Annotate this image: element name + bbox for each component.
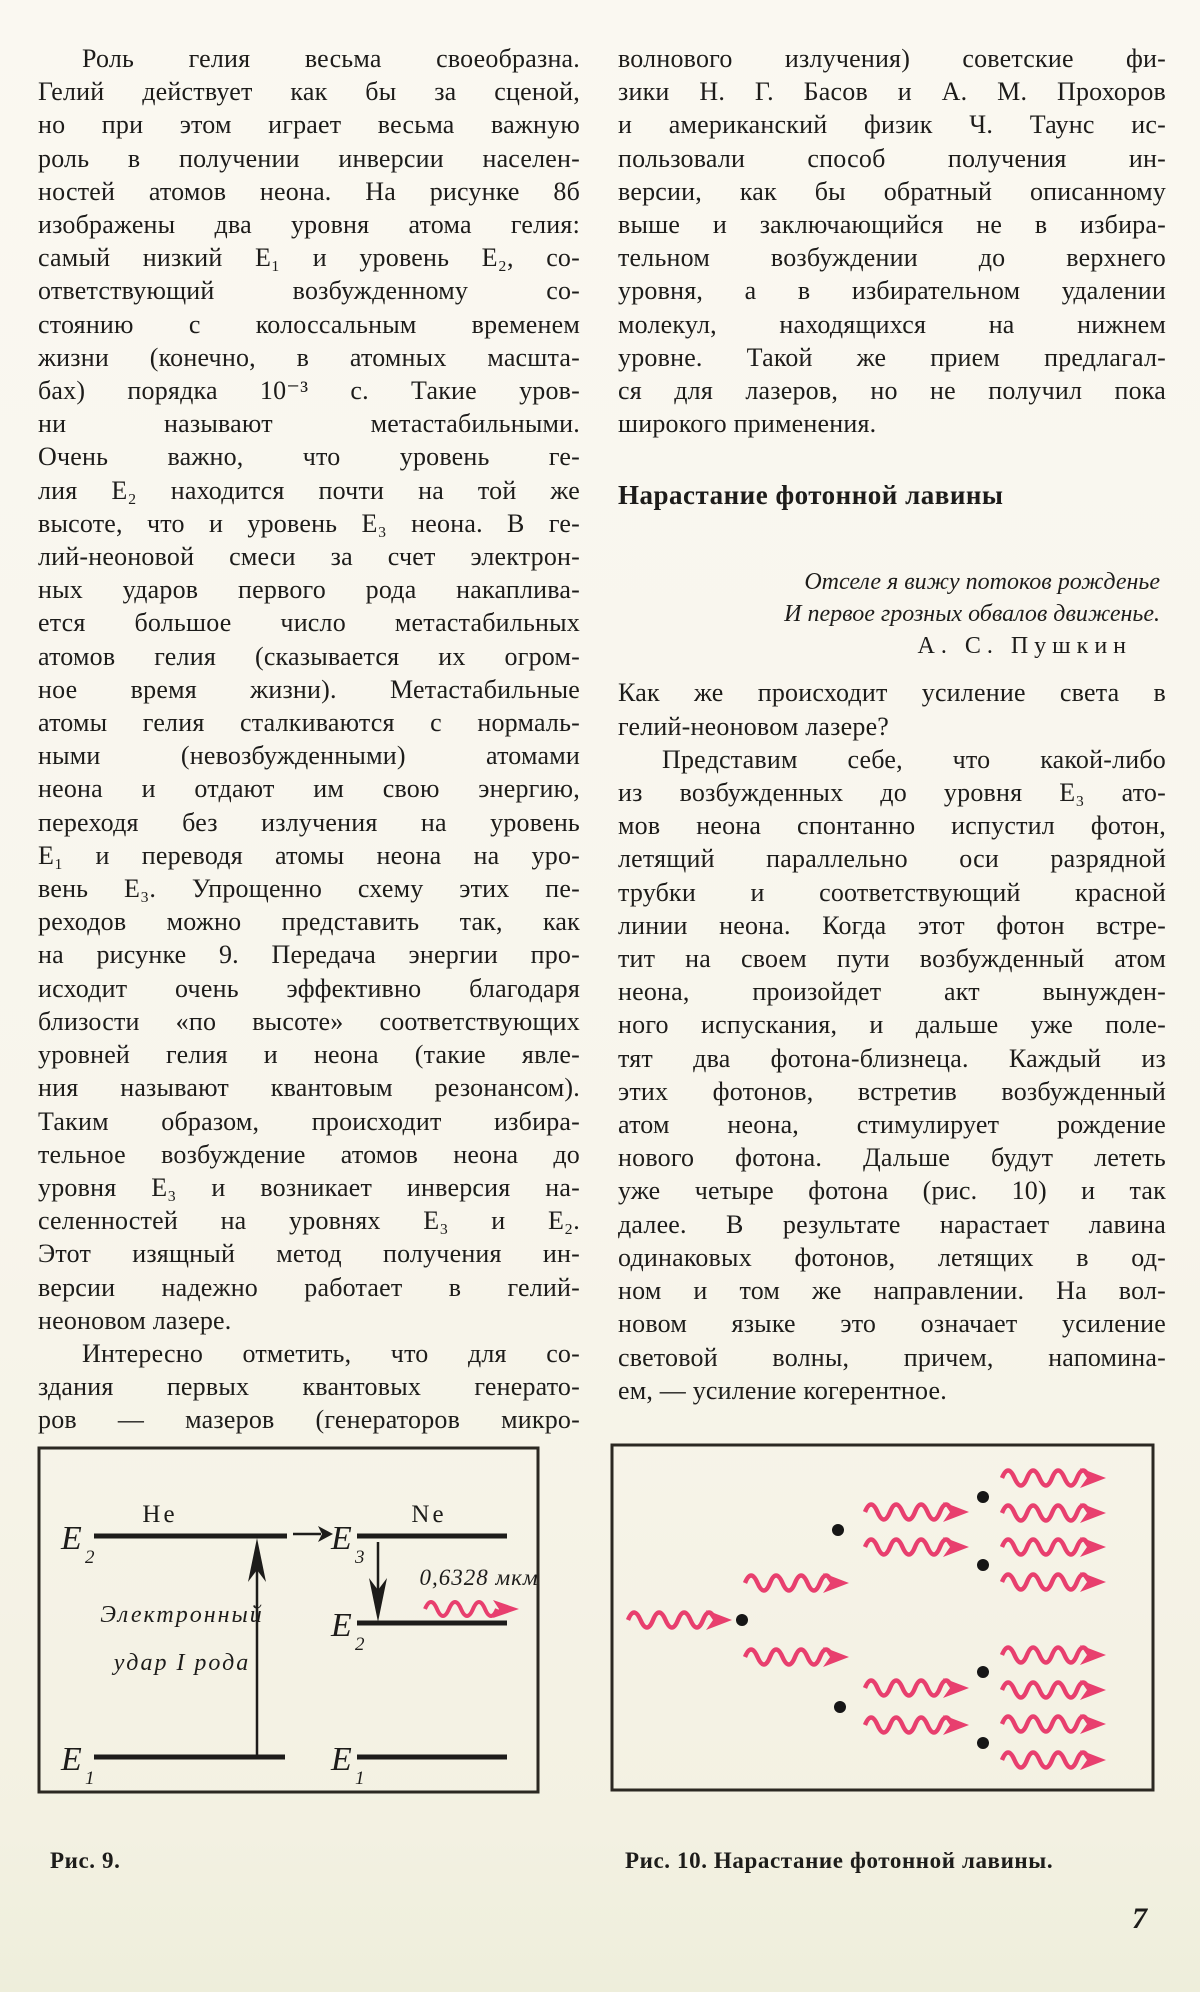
photon-wave-icon [628, 1610, 732, 1630]
photon-wave-icon [1002, 1572, 1106, 1592]
figure-10-photon-avalanche [610, 1443, 1155, 1792]
atom-dot [977, 1737, 989, 1749]
photon-wave-icon [1002, 1468, 1106, 1488]
he-e1-label: E [61, 1741, 82, 1778]
ne-e3-subscript: 3 [355, 1547, 365, 1568]
text-line: здания первых квантовых генерато- [38, 1372, 580, 1402]
poem-line: Отселе я вижу потоков рожденье [804, 569, 1160, 596]
right-paragraph-1 [618, 42, 1166, 440]
text-line: пользовали способ получения ин- [618, 143, 1166, 173]
he-e2-subscript: 2 [85, 1547, 95, 1568]
text-line: ном и том же направлении. На вол- [618, 1276, 1166, 1306]
ne-e3-label: E [331, 1520, 352, 1557]
text-line: волнового излучения) советские фи- [618, 44, 1166, 73]
text-line: нового фотона. Дальше будут лететь [618, 1143, 1166, 1173]
photon-wave-icon [1002, 1750, 1106, 1770]
text-line: Роль гелия весьма своеобразна. [82, 44, 580, 73]
ne-e2-subscript: 2 [355, 1634, 365, 1655]
text-line: селенностей на уровнях E₃ и E₂. [38, 1206, 580, 1236]
text-line: близости «по высоте» соответствующих [38, 1006, 580, 1036]
text-line: Как же происходит усиление света в [618, 678, 1166, 708]
right-paragraph-2 [618, 676, 1166, 1406]
text-line: высоте, что и уровень E₃ неона. В ге- [38, 508, 580, 538]
text-line: уровня E₃ и возникает инверсия на- [38, 1172, 580, 1202]
text-line: Интересно отметить, что для со- [82, 1338, 580, 1368]
poem-line: И первое грозных обвалов движенье. [784, 601, 1160, 628]
text-line: ни называют метастабильными. [38, 409, 580, 439]
he-e1-subscript: 1 [85, 1768, 95, 1789]
text-line: атомов гелия (сказывается их огром- [38, 641, 580, 671]
text-line: выше и заключающийся не в избира- [618, 210, 1166, 240]
photon-wave-icon [1002, 1503, 1106, 1523]
atom-dot [832, 1524, 844, 1536]
text-line: этих фотонов, встретив возбужденный [618, 1076, 1166, 1106]
text-line: неона, произойдет акт вынужден- [618, 977, 1166, 1007]
right-column [618, 42, 1166, 1407]
text-line: уровней гелия и неона (такие явле- [38, 1040, 580, 1070]
text-line: на рисунке 9. Передача энергии про- [38, 940, 580, 970]
text-line: одинаковых фотонов, летящих в од- [618, 1242, 1166, 1272]
emitted-photon-wave-icon [425, 1600, 519, 1618]
text-line: ное время жизни). Метастабильные [38, 674, 580, 704]
ne-e2-label: E [331, 1607, 352, 1644]
text-line: версии надежно работает в гелий- [38, 1272, 580, 1302]
text-line: тельном возбуждении до верхнего [618, 243, 1166, 273]
text-line: молекул, находящихся на нижнем [618, 309, 1166, 339]
text-line: Представим себе, что какой-либо [662, 744, 1166, 774]
text-line: реходов можно представить так, как [38, 907, 580, 937]
wavelength-label: 0,6328 мкм [419, 1565, 539, 1590]
text-line: зики Н. Г. Басов и А. М. Прохоров [618, 77, 1166, 107]
atom-dot [736, 1614, 748, 1626]
text-line: вень E₃. Упрощенно схему этих пе- [38, 874, 580, 904]
atom-dot [834, 1701, 846, 1713]
text-line: исходит очень эффективно благодаря [38, 973, 580, 1003]
text-line: Таким образом, происходит избира- [38, 1106, 580, 1136]
ne-e1-subscript: 1 [355, 1768, 365, 1789]
photon-wave-icon [745, 1573, 849, 1593]
text-line: роль в получении инверсии населен- [38, 143, 580, 173]
text-line: из возбужденных до уровня E₃ ато- [618, 778, 1166, 808]
left-column [38, 42, 580, 1437]
text-line: ного испускания, и дальше уже поле- [618, 1010, 1166, 1040]
text-line: переходя без излучения на уровень [38, 807, 580, 837]
ne-e1-label: E [331, 1741, 352, 1778]
section-heading: Нарастание фотонной лавины [618, 480, 1004, 511]
text-line: Очень важно, что уровень ге- [38, 442, 580, 472]
text-line: уже четыре фотона (рис. 10) и так [618, 1176, 1166, 1206]
text-line: лий-неоновой смеси за счет электрон- [38, 542, 580, 572]
text-line: гелий-неоновом лазере? [618, 711, 890, 741]
text-line: бах) порядка 10⁻³ с. Такие уров- [38, 376, 580, 406]
text-line: стоянию с колоссальным временем [38, 309, 580, 339]
photon-wave-icon [865, 1537, 969, 1557]
figure-frame [612, 1445, 1153, 1790]
text-line: летящий параллельно оси разрядной [618, 844, 1166, 874]
text-line: неона и отдают им свою энергию, [38, 774, 580, 804]
text-line: ными (невозбужденными) атомами [38, 741, 580, 771]
text-line: атом неона, стимулирует рождение [618, 1110, 1166, 1140]
neon-label: Ne [411, 1501, 447, 1528]
text-line: ем, — усиление когерентное. [618, 1375, 947, 1405]
poem-epigraph [618, 566, 1166, 630]
text-line: тельное возбуждение атомов неона до [38, 1139, 580, 1169]
text-line: ностей атомов неона. На рисунке 8б [38, 176, 580, 206]
text-line: линии неона. Когда этот фотон встре- [618, 910, 1166, 940]
figure-9-caption: Рис. 9. [50, 1848, 121, 1873]
photon-wave-icon [745, 1647, 849, 1667]
helium-label: He [142, 1501, 178, 1528]
text-line: изображены два уровня атома гелия: [38, 210, 580, 240]
he-e2-label: E [61, 1520, 82, 1557]
text-line: Гелий действует как бы за сценой, [38, 77, 580, 107]
text-line: широкого применения. [618, 409, 877, 439]
text-line: и американский физик Ч. Таунс ис- [618, 110, 1166, 140]
photon-wave-icon [865, 1678, 969, 1698]
text-line: ется большое число метастабильных [38, 608, 580, 638]
text-line: далее. В результате нарастает лавина [618, 1209, 1166, 1239]
text-line: ответствующий возбужденному со- [38, 276, 580, 306]
text-line: E₁ и переводя атомы неона на уро- [38, 840, 580, 870]
text-line: лия E₂ находится почти на той же [38, 475, 580, 505]
photon-wave-icon [1002, 1714, 1106, 1734]
text-line: световой волны, причем, напомина- [618, 1342, 1166, 1372]
text-line: но при этом играет весьма важную [38, 110, 580, 140]
text-line: уровня, а в избирательном удалении [618, 276, 1166, 306]
text-line: новом языке это означает усиление [618, 1309, 1166, 1339]
text-line: неоновом лазере. [38, 1305, 232, 1335]
text-line: трубки и соответствующий красной [618, 877, 1166, 907]
text-line: жизни (конечно, в атомных масшта- [38, 342, 580, 372]
text-line: ных ударов первого рода накаплива- [38, 575, 580, 605]
photon-wave-icon [1002, 1537, 1106, 1557]
photon-wave-icon [865, 1715, 969, 1735]
text-line: ния называют квантовым резонансом). [38, 1073, 580, 1103]
text-line: тит на своем пути возбужденный атом [618, 944, 1166, 974]
text-line: версии, как бы обратный описанному [618, 176, 1166, 206]
atom-dot [977, 1559, 989, 1571]
text-line: тят два фотона-близнеца. Каждый из [618, 1043, 1166, 1073]
text-line: ся для лазеров, но не получил пока [618, 376, 1166, 406]
page-number: 7 [1132, 1902, 1147, 1935]
electron-impact-label-1: Электронный [100, 1602, 264, 1628]
poem-author: А. С. Пушкин [917, 633, 1132, 660]
atom-dot [977, 1666, 989, 1678]
photon-wave-icon [1002, 1680, 1106, 1700]
text-line: мов неона спонтанно испустил фотон, [618, 811, 1166, 841]
photon-wave-icon [865, 1502, 969, 1522]
text-line: атомы гелия сталкиваются с нормаль- [38, 708, 580, 738]
text-line: ров — мазеров (генераторов микро- [38, 1405, 580, 1435]
text-line: самый низкий E₁ и уровень E₂, со- [38, 243, 580, 273]
text-line: Этот изящный метод получения ин- [38, 1239, 580, 1269]
atom-dot [977, 1491, 989, 1503]
electron-impact-label-2: удар I рода [113, 1650, 251, 1676]
figure-9-energy-diagram [37, 1446, 540, 1794]
figure-10-caption: Рис. 10. Нарастание фотонной лавины. [625, 1848, 1054, 1873]
photon-wave-icon [1002, 1645, 1106, 1665]
text-line: уровне. Такой же прием предлагал- [618, 342, 1166, 372]
